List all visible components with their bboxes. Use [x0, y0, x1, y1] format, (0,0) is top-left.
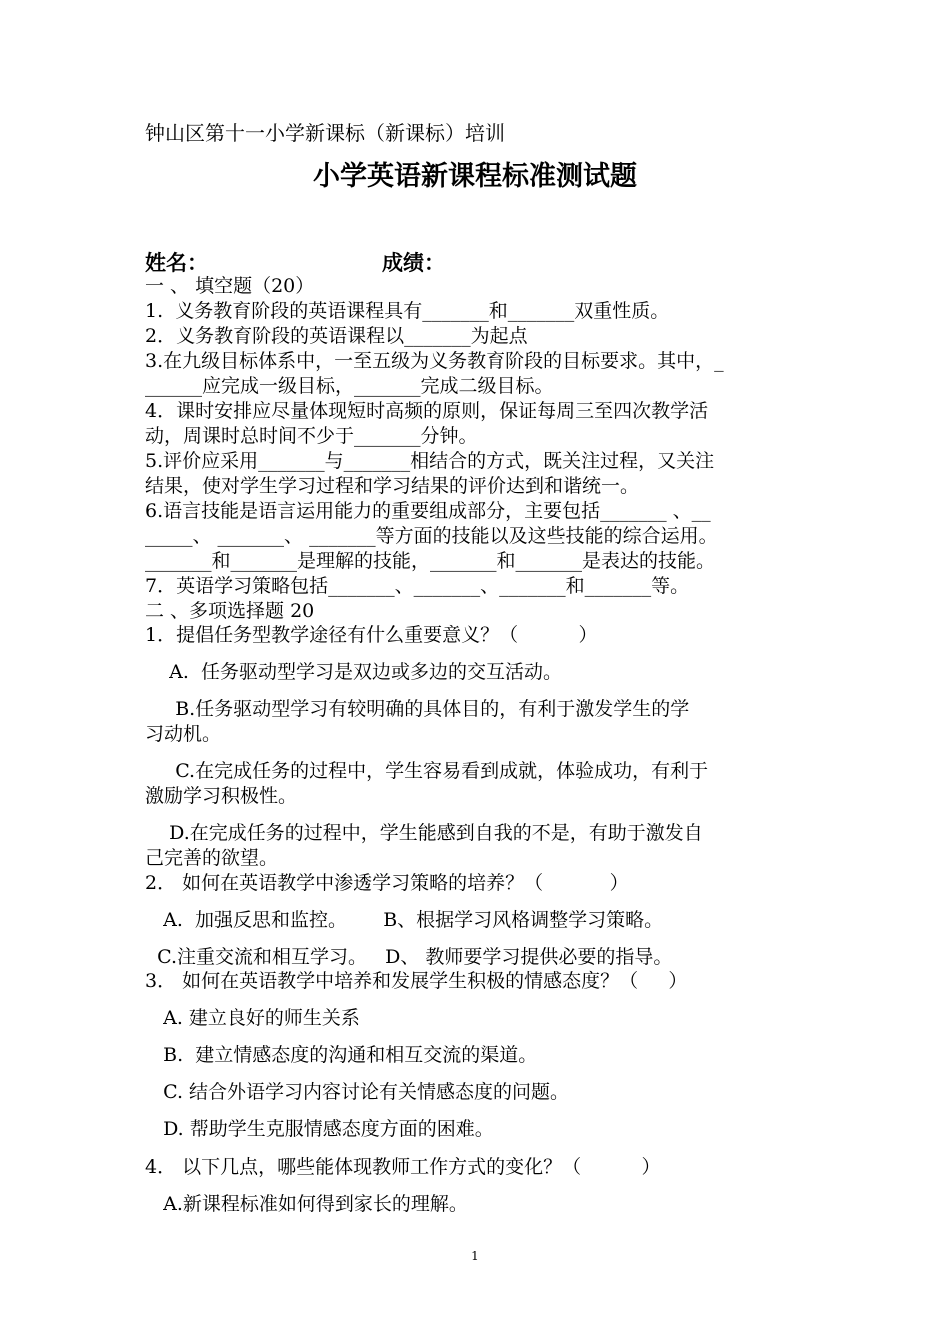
option-line: D. 帮助学生克服情感态度方面的困难。: [145, 1118, 494, 1140]
option-line: D.在完成任务的过程中，学生能感到自我的不是，有助于激发自: [145, 822, 703, 844]
question-line: 动，周课时总时间不少于_______分钟。: [145, 425, 478, 447]
option-line: B. 建立情感态度的沟通和相互交流的渠道。: [145, 1044, 538, 1066]
option-line: C.注重交流和相互学习。 D、 教师要学习提供必要的指导。: [145, 946, 673, 968]
question-line: 3.在九级目标体系中，一至五级为义务教育阶段的目标要求。其中，_: [145, 350, 724, 372]
score-label: 成绩：: [382, 251, 445, 275]
section-2-heading: 二 、多项选择题 20: [145, 600, 315, 622]
option-line: A. 任务驱动型学习是双边或多边的交互活动。: [145, 661, 562, 683]
page-number: 1: [471, 1249, 479, 1263]
question-line: 3． 如何在英语教学中培养和发展学生积极的情感态度？（ ）: [145, 970, 688, 992]
question-line: 2． 如何在英语教学中渗透学习策略的培养？（ ）: [145, 872, 629, 894]
question-line: 1. 义务教育阶段的英语课程具有_______和_______双重性质。: [145, 300, 670, 322]
option-line: B.任务驱动型学习有较明确的具体目的，有利于激发学生的学: [145, 698, 690, 720]
option-line: 习动机。: [145, 723, 222, 745]
option-line: A. 建立良好的师生关系: [145, 1007, 360, 1029]
section-1-heading: 一 、 填空题（20）: [145, 275, 315, 297]
name-score-bar: [145, 251, 785, 275]
question-line: 7．英语学习策略包括_______、_______、_______和_______等。: [145, 575, 690, 597]
question-line: 6.语言技能是语言运用能力的重要组成部分，主要包括_______ 、__: [145, 500, 711, 522]
question-line: _____、 _______、 _______等方面的技能以及这些技能的综合运用。: [145, 525, 718, 547]
question-line: ______应完成一级目标，_______完成二级目标。: [145, 375, 554, 397]
question-line: 4．课时安排应尽量体现短时高频的原则，保证每周三至四次教学活: [145, 400, 709, 422]
question-line: 5.评价应采用_______与_______相结合的方式，既关注过程，又关注: [145, 450, 715, 472]
option-line: C.在完成任务的过程中，学生容易看到成就，体验成功，有利于: [145, 760, 709, 782]
option-line: C. 结合外语学习内容讨论有关情感态度的问题。: [145, 1081, 570, 1103]
page-title: 小学英语新课程标准测试题: [313, 161, 637, 192]
question-line: 结果，使对学生学习过程和学习结果的评价达到和谐统一。: [145, 475, 640, 497]
option-line: 己完善的欲望。: [145, 847, 279, 869]
question-line: 2．义务教育阶段的英语课程以_______为起点: [145, 325, 528, 347]
question-line: 4． 以下几点，哪些能体现教师工作方式的变化？（ ）: [145, 1156, 661, 1178]
name-label: 姓名：: [145, 251, 208, 275]
header-line: 钟山区第十一小学新课标（新课标）培训: [145, 121, 505, 145]
question-line: 1．提倡任务型教学途径有什么重要意义？（ ）: [145, 624, 598, 646]
question-line: _______和_______是理解的技能，_______和_______是表达的技能。: [145, 550, 716, 572]
option-line: A. 加强反思和监控。 B、根据学习风格调整学习策略。: [145, 909, 664, 931]
option-line: 激励学习积极性。: [145, 785, 298, 807]
option-line: A.新课程标准如何得到家长的理解。: [145, 1193, 468, 1215]
